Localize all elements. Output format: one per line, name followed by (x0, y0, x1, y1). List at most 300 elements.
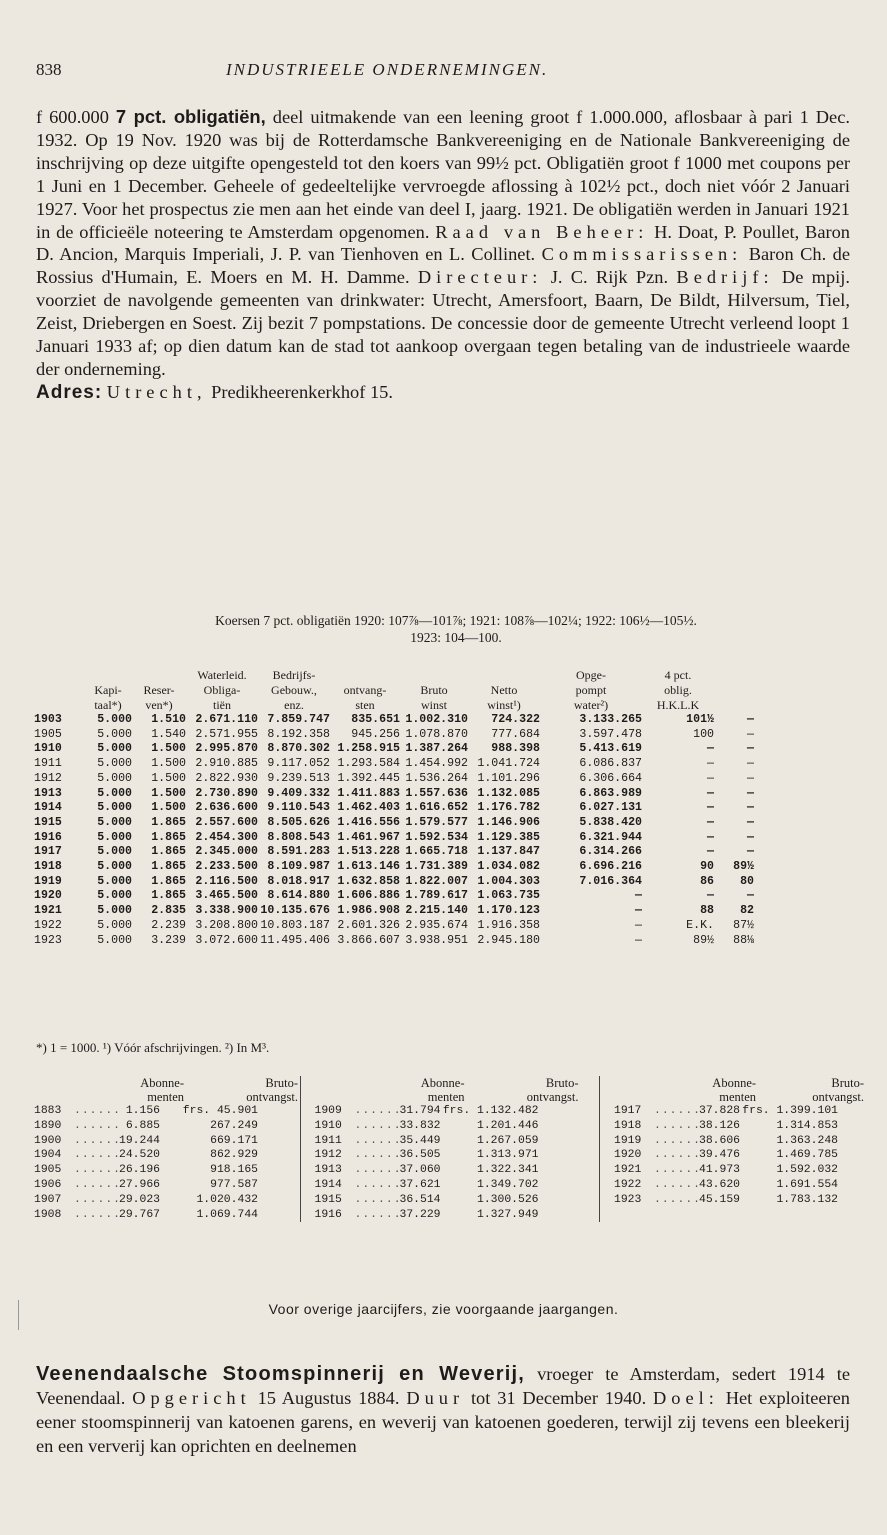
table-row (34, 845, 864, 860)
abon-year: 1890 (34, 1119, 62, 1132)
table-cell: 5.000 (97, 830, 132, 844)
intro-text-2: H. Doat, P. Poullet, Baron D. Ancion, Marquis Imperiali, J. P. van Tienhoven en L. Collinet. (36, 221, 850, 265)
abon-year: 1905 (34, 1164, 62, 1177)
table-cell: 9.117.052 (267, 757, 330, 771)
table-cell: 5.000 (97, 801, 132, 815)
financial-table (34, 668, 864, 948)
table-cell: 1.865 (151, 815, 186, 829)
adres-street: Predikheerenkerkhof 15. (206, 381, 393, 402)
abon-revenue: 1.201.446 (476, 1119, 539, 1132)
table-cell: 6.863.989 (579, 786, 642, 800)
table-cell: 1.540 (151, 727, 186, 741)
table-header-row-1 (34, 668, 864, 683)
abon-revenue: 1.314.853 (776, 1119, 838, 1132)
abon-count: 45.159 (698, 1193, 740, 1206)
leader-dots: ...... (654, 1105, 702, 1117)
abonnementen-table (34, 1076, 864, 1222)
abon-revenue: 1.349.702 (476, 1178, 539, 1191)
list-item (34, 1178, 300, 1193)
table-row (34, 934, 864, 949)
page-number: 838 (36, 60, 62, 79)
abon-revenue: frs. 1.399.101 (742, 1105, 838, 1117)
running-title: INDUSTRIEELE ONDERNEMINGEN. (226, 60, 549, 79)
list-item (315, 1178, 599, 1193)
table-cell: 80 (740, 874, 754, 888)
table-cell: 5.000 (97, 757, 132, 771)
table-cell: 1.176.782 (477, 801, 540, 815)
row-year: 1915 (34, 815, 62, 829)
abon-year: 1919 (614, 1134, 642, 1147)
abon-revenue: 1.300.526 (476, 1193, 539, 1206)
abon-count: 37.828 (698, 1105, 740, 1117)
abon-year: 1921 (614, 1164, 642, 1177)
list-item (614, 1148, 864, 1163)
company-text-1: vroeger te Amsterdam, sedert 1914 te Veenendaal. (36, 1364, 850, 1408)
abon-revenue: 977.587 (210, 1178, 258, 1191)
abon-year: 1909 (314, 1105, 342, 1117)
list-item (614, 1119, 864, 1134)
table-cell: 2.116.500 (195, 874, 258, 888)
table-cell: 6.696.216 (579, 860, 642, 874)
table-cell: 6.306.664 (579, 771, 642, 785)
table-cell: 2.671.110 (195, 713, 258, 726)
table-cell: 9.110.543 (267, 801, 330, 815)
bruto-header: ontvangst. (526, 1090, 579, 1104)
table-cell: 8.505.626 (267, 815, 330, 829)
table-cell: — (747, 845, 754, 859)
table-cell: 1.129.385 (477, 830, 540, 844)
table-row (34, 875, 864, 890)
table-cell: 101½ (686, 713, 714, 726)
abon-count: 31.794 (399, 1105, 441, 1117)
table-cell: 1.101.296 (477, 771, 540, 785)
abon-revenue: 1.783.132 (776, 1193, 838, 1206)
table-cell: 1.865 (151, 830, 186, 844)
table-cell: 1.865 (151, 889, 186, 903)
row-year: 1912 (34, 771, 62, 785)
abon-count: 35.449 (399, 1134, 441, 1147)
table-cell: 5.000 (97, 815, 132, 829)
table-cell: 1.132.085 (477, 786, 540, 800)
abon-revenue: 1.069.744 (196, 1208, 258, 1221)
abon-count: 6.885 (125, 1119, 160, 1132)
abon-header: menten (147, 1090, 184, 1104)
abon-count: 33.832 (399, 1119, 441, 1132)
abon-year: 1918 (614, 1119, 642, 1132)
table-cell: 1.416.556 (337, 815, 400, 829)
abon-revenue: 669.171 (210, 1134, 258, 1147)
table-cell: — (747, 830, 754, 844)
th: ontvang- (343, 683, 387, 697)
table-cell: 5.000 (97, 860, 132, 874)
leader-dots: ...... (74, 1193, 122, 1206)
table-cell: 100 (693, 727, 714, 741)
table-row (34, 816, 864, 831)
table-cell: 1.513.228 (337, 845, 400, 859)
table-cell: 5.000 (97, 742, 132, 756)
table-cell: 2.822.930 (195, 771, 258, 785)
table-cell: 2.239 (151, 918, 186, 932)
abonnementen-block (599, 1076, 864, 1222)
abon-header-row (614, 1090, 864, 1104)
table-row (34, 904, 864, 919)
table-cell: 1.500 (151, 801, 186, 815)
company-text-2: 15 Augustus 1884. (250, 1388, 407, 1408)
leader-dots: ...... (74, 1208, 122, 1221)
table-cell: 3.338.900 (195, 904, 258, 918)
abon-year: 1914 (314, 1178, 342, 1191)
koersen-line-2: 1923: 104—100. (410, 630, 502, 645)
th: winst (420, 698, 447, 712)
table-cell: 1.387.264 (405, 742, 468, 756)
note-other-years: Voor overige jaarcijfers, zie voorgaande jaargangen. (268, 1301, 619, 1317)
abon-header-row (34, 1076, 300, 1090)
table-cell: 87½ (733, 918, 754, 932)
list-item (34, 1163, 300, 1178)
abon-count: 41.973 (698, 1164, 740, 1177)
table-cell: — (747, 757, 754, 771)
th: H.K.L.K (656, 698, 700, 712)
table-row (34, 860, 864, 875)
row-year: 1919 (34, 874, 62, 888)
bruto-header: Bruto- (265, 1076, 298, 1090)
koersen-line (86, 612, 826, 646)
table-cell: 5.000 (97, 727, 132, 741)
table-cell: — (747, 727, 754, 741)
abon-count: 27.966 (118, 1178, 160, 1191)
table-cell: 3.072.600 (195, 933, 258, 947)
list-item (34, 1208, 300, 1223)
table-cell: 3.208.800 (195, 918, 258, 932)
intro-text-5: De mpij. voorziet de navolgende gemeenten van drinkwater: Utrecht, Amersfoort, Baarn, De Bildt, Hilversum, Tiel, Zeist, Driebergen en Soest. Zij bezit 7 pompstations. De concessie door de gemeente Utrecht verleend loopt 1 Januari 1933 af; op dien datum kan de stad tot aankoop overgaan tegen betaling van de industrieele waarde der onderneming. (36, 267, 850, 379)
abon-revenue: 1.267.059 (476, 1134, 539, 1147)
table-cell: 3.239 (151, 933, 186, 947)
abon-revenue: 1.363.248 (776, 1134, 838, 1147)
table-cell: 2.935.674 (405, 918, 468, 932)
abon-header: menten (719, 1090, 757, 1104)
row-year: 1921 (34, 904, 62, 918)
leader-dots: ...... (354, 1208, 402, 1221)
abon-count: 37.621 (399, 1178, 441, 1191)
row-year: 1922 (34, 918, 62, 932)
table-cell: — (707, 830, 714, 844)
table-cell: 835.651 (351, 713, 400, 726)
table-cell: 1.865 (151, 874, 186, 888)
table-cell: 1.579.577 (405, 815, 468, 829)
table-cell: 1.258.915 (337, 742, 400, 756)
table-footnote: *) 1 = 1000. ¹) Vóór afschrijvingen. ²) In M³. (36, 1040, 270, 1055)
row-year: 1918 (34, 860, 62, 874)
table-cell: 9.409.332 (267, 786, 330, 800)
abon-revenue: frs. 1.132.482 (442, 1105, 539, 1117)
abon-year: 1912 (314, 1149, 342, 1162)
table-cell: — (747, 889, 754, 903)
table-cell: 777.684 (491, 727, 540, 741)
row-year: 1914 (34, 801, 62, 815)
list-item (315, 1134, 599, 1149)
table-cell: 6.321.944 (579, 830, 642, 844)
table-cell: 8.870.302 (267, 742, 330, 756)
table-cell: 10.135.676 (260, 904, 330, 918)
abon-header: menten (427, 1090, 465, 1104)
table-cell: 1.665.718 (405, 845, 468, 859)
abon-count: 36.514 (399, 1193, 441, 1206)
th: Bedrijfs- (272, 668, 316, 682)
intro-text-1: deel uitmakende van een leening groot f 1.000.000, aflosbaar à pari 1 Dec. 1932. Op 19 Nov. 1920 was bij de Rotterdamsche Bankvereeniging en de Nationale Bankvereeniging de inschrijving op deze uitgifte opengesteld tot den koers van 99½ pct. Obligatiën groot f 1000 met coupons per 1 Juni en 1 December. Geheele of gedeeltelijke vervroegde aflossing à 102½ pct., doch niet vóór 2 Januari 1927. Voor het prospectus zie men aan het einde van deel I, jaarg. 1921. De obligatiën werden in Januari 1921 in de officieële noteering te Amsterdam opgenomen. (36, 107, 850, 242)
table-cell: — (707, 742, 714, 756)
intro-bond-heading: 7 pct. obligatiën, (115, 106, 266, 127)
table-cell: 1.500 (151, 742, 186, 756)
table-cell: 8.192.358 (267, 727, 330, 741)
list-item (315, 1193, 599, 1208)
leader-dots: ...... (74, 1134, 122, 1147)
bruto-header: ontvangst. (246, 1090, 298, 1104)
abonnementen-block (300, 1076, 599, 1222)
table-row (34, 787, 864, 802)
list-item (614, 1178, 864, 1193)
leader-dots: ...... (354, 1134, 402, 1147)
table-cell: 11.495.406 (260, 933, 330, 947)
table-cell: 2.636.600 (195, 801, 258, 815)
abon-revenue: 1.592.032 (776, 1164, 838, 1177)
row-year: 1911 (34, 757, 62, 771)
table-cell: 1.034.082 (477, 860, 540, 874)
table-cell: 2.215.140 (405, 904, 468, 918)
th: winst¹) (487, 698, 521, 712)
abon-year: 1923 (614, 1193, 642, 1206)
list-item (315, 1119, 599, 1134)
table-cell: — (707, 845, 714, 859)
abon-header: Abonne- (140, 1076, 184, 1090)
table-cell: 5.000 (97, 933, 132, 947)
table-cell: 8.591.283 (267, 845, 330, 859)
abon-header: Abonne- (420, 1076, 465, 1090)
table-cell: 1.789.617 (405, 889, 468, 903)
table-cell: 5.000 (97, 874, 132, 888)
list-item (315, 1104, 599, 1119)
leader-dots: ...... (354, 1164, 402, 1177)
abon-year: 1920 (614, 1149, 642, 1162)
abon-count: 1.156 (125, 1105, 160, 1117)
leader-dots: ...... (654, 1149, 702, 1162)
table-cell: 2.454.300 (195, 830, 258, 844)
table-cell: 1.500 (151, 757, 186, 771)
bruto-header: Bruto- (545, 1076, 579, 1090)
abon-year: 1915 (314, 1193, 342, 1206)
abon-revenue: 918.165 (210, 1164, 258, 1177)
th: Netto (490, 683, 518, 697)
leader-dots: ...... (654, 1193, 702, 1206)
table-cell: 8.109.987 (267, 860, 330, 874)
leader-dots: ...... (354, 1149, 402, 1162)
table-cell: — (707, 757, 714, 771)
abon-revenue: 1.469.785 (776, 1149, 838, 1162)
abon-header-row (614, 1076, 864, 1090)
abon-count: 29.023 (118, 1193, 160, 1206)
table-cell: 1.170.123 (477, 904, 540, 918)
adres-city: Utrecht, (106, 381, 207, 402)
table-cell: 1.616.652 (405, 801, 468, 815)
abon-header: Abonne- (712, 1076, 757, 1090)
table-cell: 90 (700, 860, 714, 874)
table-cell: 1.454.992 (405, 757, 468, 771)
table-cell: 1.462.403 (337, 801, 400, 815)
abon-year: 1904 (34, 1149, 62, 1162)
th: oblig. (664, 683, 692, 697)
abon-year: 1916 (314, 1208, 342, 1221)
table-row (34, 728, 864, 743)
table-cell: 6.086.837 (579, 757, 642, 771)
label-raad-van-beheer: Raad van Beheer: (435, 221, 649, 242)
row-year: 1903 (34, 713, 62, 726)
th: sten (355, 698, 375, 712)
label-adres: Adres: (36, 381, 103, 403)
label-duur: Duur (406, 1388, 465, 1408)
table-cell: 2.233.500 (195, 860, 258, 874)
table-row (34, 919, 864, 934)
table-cell: — (707, 815, 714, 829)
row-year: 1910 (34, 742, 62, 756)
table-cell: 89½ (693, 933, 714, 947)
list-item (315, 1148, 599, 1163)
table-cell: — (635, 933, 642, 947)
row-year: 1913 (34, 786, 62, 800)
table-cell: 7.016.364 (579, 874, 642, 888)
table-cell: 1.461.967 (337, 830, 400, 844)
abon-count: 38.606 (698, 1134, 740, 1147)
abon-year: 1911 (314, 1134, 342, 1147)
abon-count: 37.060 (399, 1164, 441, 1177)
th: ven*) (145, 698, 173, 712)
table-cell: 88 (700, 904, 714, 918)
table-cell: 2.945.180 (477, 933, 540, 947)
table-cell: — (635, 918, 642, 932)
table-cell: 1.063.735 (477, 889, 540, 903)
table-cell: 6.027.131 (579, 801, 642, 815)
leader-dots: ...... (74, 1149, 122, 1162)
abon-year: 1910 (314, 1119, 342, 1132)
leader-dots: ...... (74, 1105, 122, 1117)
table-cell: 5.000 (97, 845, 132, 859)
table-cell: 1.865 (151, 860, 186, 874)
table-body (34, 713, 864, 948)
leader-dots: ...... (654, 1119, 702, 1132)
table-row (34, 713, 864, 728)
table-row (34, 801, 864, 816)
abon-count: 26.196 (118, 1164, 160, 1177)
table-row (34, 889, 864, 904)
row-year: 1920 (34, 889, 62, 903)
table-cell: — (635, 889, 642, 903)
row-year: 1917 (34, 845, 62, 859)
table-cell: 5.000 (97, 786, 132, 800)
table-cell: 2.557.600 (195, 815, 258, 829)
leader-dots: ...... (74, 1164, 122, 1177)
table-cell: 3.866.607 (337, 933, 400, 947)
abon-header-row (34, 1090, 300, 1104)
list-item (34, 1148, 300, 1163)
table-cell: 10.803.187 (260, 918, 330, 932)
leader-dots: ...... (654, 1164, 702, 1177)
label-bedrijf: Bedrijf: (676, 267, 774, 288)
table-cell: 1.004.303 (477, 874, 540, 888)
th: enz. (284, 698, 304, 712)
abon-revenue: 1.691.554 (776, 1178, 838, 1191)
table-cell: 5.000 (97, 889, 132, 903)
abon-revenue: 1.322.341 (476, 1164, 539, 1177)
row-year: 1916 (34, 830, 62, 844)
table-cell: 1.822.007 (405, 874, 468, 888)
table-cell: 5.838.420 (579, 815, 642, 829)
abon-header-row (315, 1076, 599, 1090)
table-cell: 1.293.584 (337, 757, 400, 771)
table-cell: 1.592.534 (405, 830, 468, 844)
table-cell: 1.632.858 (337, 874, 400, 888)
table-cell: 2.995.870 (195, 742, 258, 756)
table-cell: 82 (740, 904, 754, 918)
table-cell: 1.731.389 (405, 860, 468, 874)
table-cell: 1.078.870 (405, 727, 468, 741)
abon-year: 1913 (314, 1164, 342, 1177)
abon-year: 1917 (614, 1105, 642, 1117)
bruto-header: Bruto- (831, 1076, 864, 1090)
table-cell: — (747, 713, 754, 726)
th: 4 pct. (664, 668, 692, 682)
row-year: 1923 (34, 933, 62, 947)
row-year: 1905 (34, 727, 62, 741)
table-cell: 1.613.146 (337, 860, 400, 874)
abon-revenue: 862.929 (210, 1149, 258, 1162)
company-text-3: tot 31 December 1940. (464, 1388, 654, 1408)
bruto-header: ontvangst. (812, 1090, 864, 1104)
table-cell: 1.146.906 (477, 815, 540, 829)
intro-paragraph (36, 106, 850, 405)
table-cell: 2.571.955 (195, 727, 258, 741)
abon-year: 1907 (34, 1193, 62, 1206)
table-cell: 3.133.265 (579, 713, 642, 726)
intro-text-3: Baron Ch. de Rossius d'Humain, E. Moers en M. H. Damme. (36, 244, 850, 288)
th: taal*) (94, 698, 122, 712)
leader-dots: ...... (354, 1178, 402, 1191)
table-cell: 1.002.310 (405, 713, 468, 726)
table-cell: 1.557.636 (405, 786, 468, 800)
abonnementen-block (34, 1076, 300, 1222)
th: tiën (213, 698, 231, 712)
table-row (34, 772, 864, 787)
abon-year: 1922 (614, 1178, 642, 1191)
table-cell: 2.345.000 (195, 845, 258, 859)
table-cell: 5.000 (97, 918, 132, 932)
table-row (34, 742, 864, 757)
abon-revenue: 1.313.971 (476, 1149, 539, 1162)
list-item (34, 1119, 300, 1134)
table-cell: 8.808.543 (267, 830, 330, 844)
company-section (36, 1362, 850, 1458)
table-cell: 3.597.478 (579, 727, 642, 741)
list-item (34, 1193, 300, 1208)
abon-count: 38.126 (698, 1119, 740, 1132)
table-cell: 7.859.747 (267, 713, 330, 726)
table-cell: 1.606.886 (337, 889, 400, 903)
table-cell: 5.000 (97, 771, 132, 785)
table-cell: 86 (700, 874, 714, 888)
table-cell: — (747, 815, 754, 829)
abon-count: 43.620 (698, 1178, 740, 1191)
table-cell: — (707, 786, 714, 800)
abon-header-row (315, 1090, 599, 1104)
table-cell: 3.465.500 (195, 889, 258, 903)
table-cell: 9.239.513 (267, 771, 330, 785)
